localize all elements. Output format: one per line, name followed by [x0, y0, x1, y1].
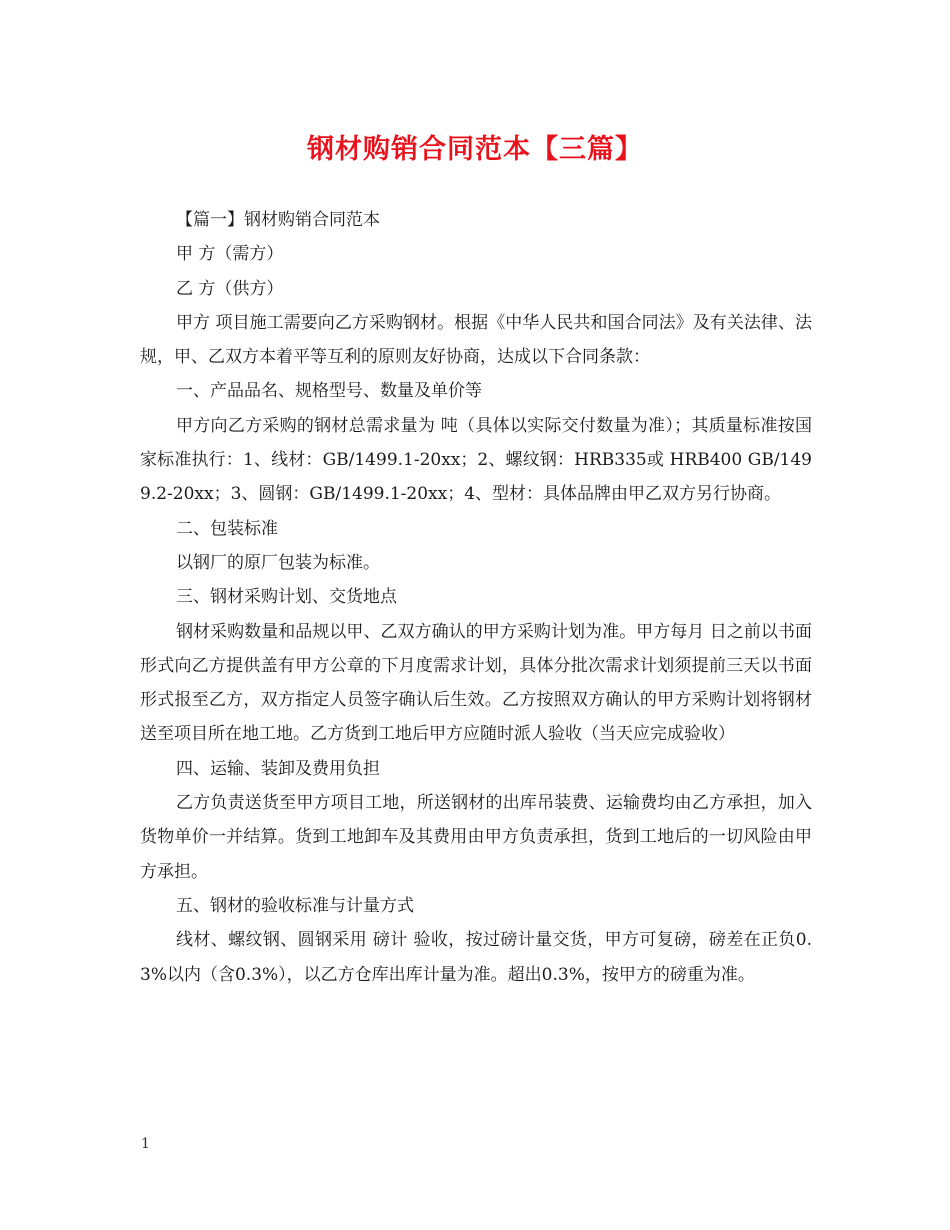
clause-body-5: 线材、螺纹钢、圆钢采用 磅计 验收，按过磅计量交货，甲方可复磅，磅差在正负0.3%以内（含0.3%），以乙方仓库出库计量为准。超出0.3%，按甲方的磅重为准。 — [140, 930, 812, 985]
party-b-line: 乙 方（供方） — [176, 278, 284, 299]
document-title: 钢材购销合同范本【三篇】 — [307, 134, 643, 165]
document-body — [140, 203, 812, 992]
clause-heading-3: 三、钢材采购计划、交货地点 — [176, 587, 397, 608]
party-a-line: 甲 方（需方） — [176, 244, 284, 265]
clause-body-1: 甲方向乙方采购的钢材总需求量为 吨（具体以实际交付数量为准）；其质量标准按国家标准执行：1、线材：GB/1499.1-20xx；2、螺纹钢：HRB335或 HRB400 GB/1499.2-20xx；3、圆钢：GB/1499.1-20xx；4、型材：具体品牌由甲乙双方另行协商。 — [140, 415, 812, 505]
page-number: 1 — [141, 1136, 150, 1152]
intro-paragraph: 甲方 项目施工需要向乙方采购钢材。根据《中华人民共和国合同法》及有关法律、法规，甲、乙双方本着平等互利的原则友好协商，达成以下合同条款： — [140, 312, 812, 368]
clause-heading-2: 二、包装标准 — [176, 518, 278, 539]
clause-heading-4: 四、运输、装卸及费用负担 — [176, 758, 380, 779]
section-heading-part-one: 【篇一】钢材购销合同范本 — [176, 210, 380, 230]
clause-heading-5: 五、钢材的验收标准与计量方式 — [176, 895, 414, 916]
clause-body-4: 乙方负责送货至甲方项目工地，所送钢材的出库吊装费、运输费均由乙方承担，加入货物单价一并结算。货到工地卸车及其费用由甲方负责承担，货到工地后的一切风险由甲方承担。 — [140, 793, 812, 882]
clause-body-2: 以钢厂的原厂包装为标准。 — [176, 552, 380, 573]
clause-heading-1: 一、产品品名、规格型号、数量及单价等 — [176, 381, 482, 402]
clause-body-3: 钢材采购数量和品规以甲、乙双方确认的甲方采购计划为准。甲方每月 日之前以书面形式向乙方提供盖有甲方公章的下月度需求计划，具体分批次需求计划须提前三天以书面形式报至乙方，双方指定人员签字确认后生效。乙方按照双方确认的甲方采购计划将钢材送至项目所在地工地。乙方货到工地后甲方应随时派人验收（当天应完成验收） — [140, 621, 812, 745]
